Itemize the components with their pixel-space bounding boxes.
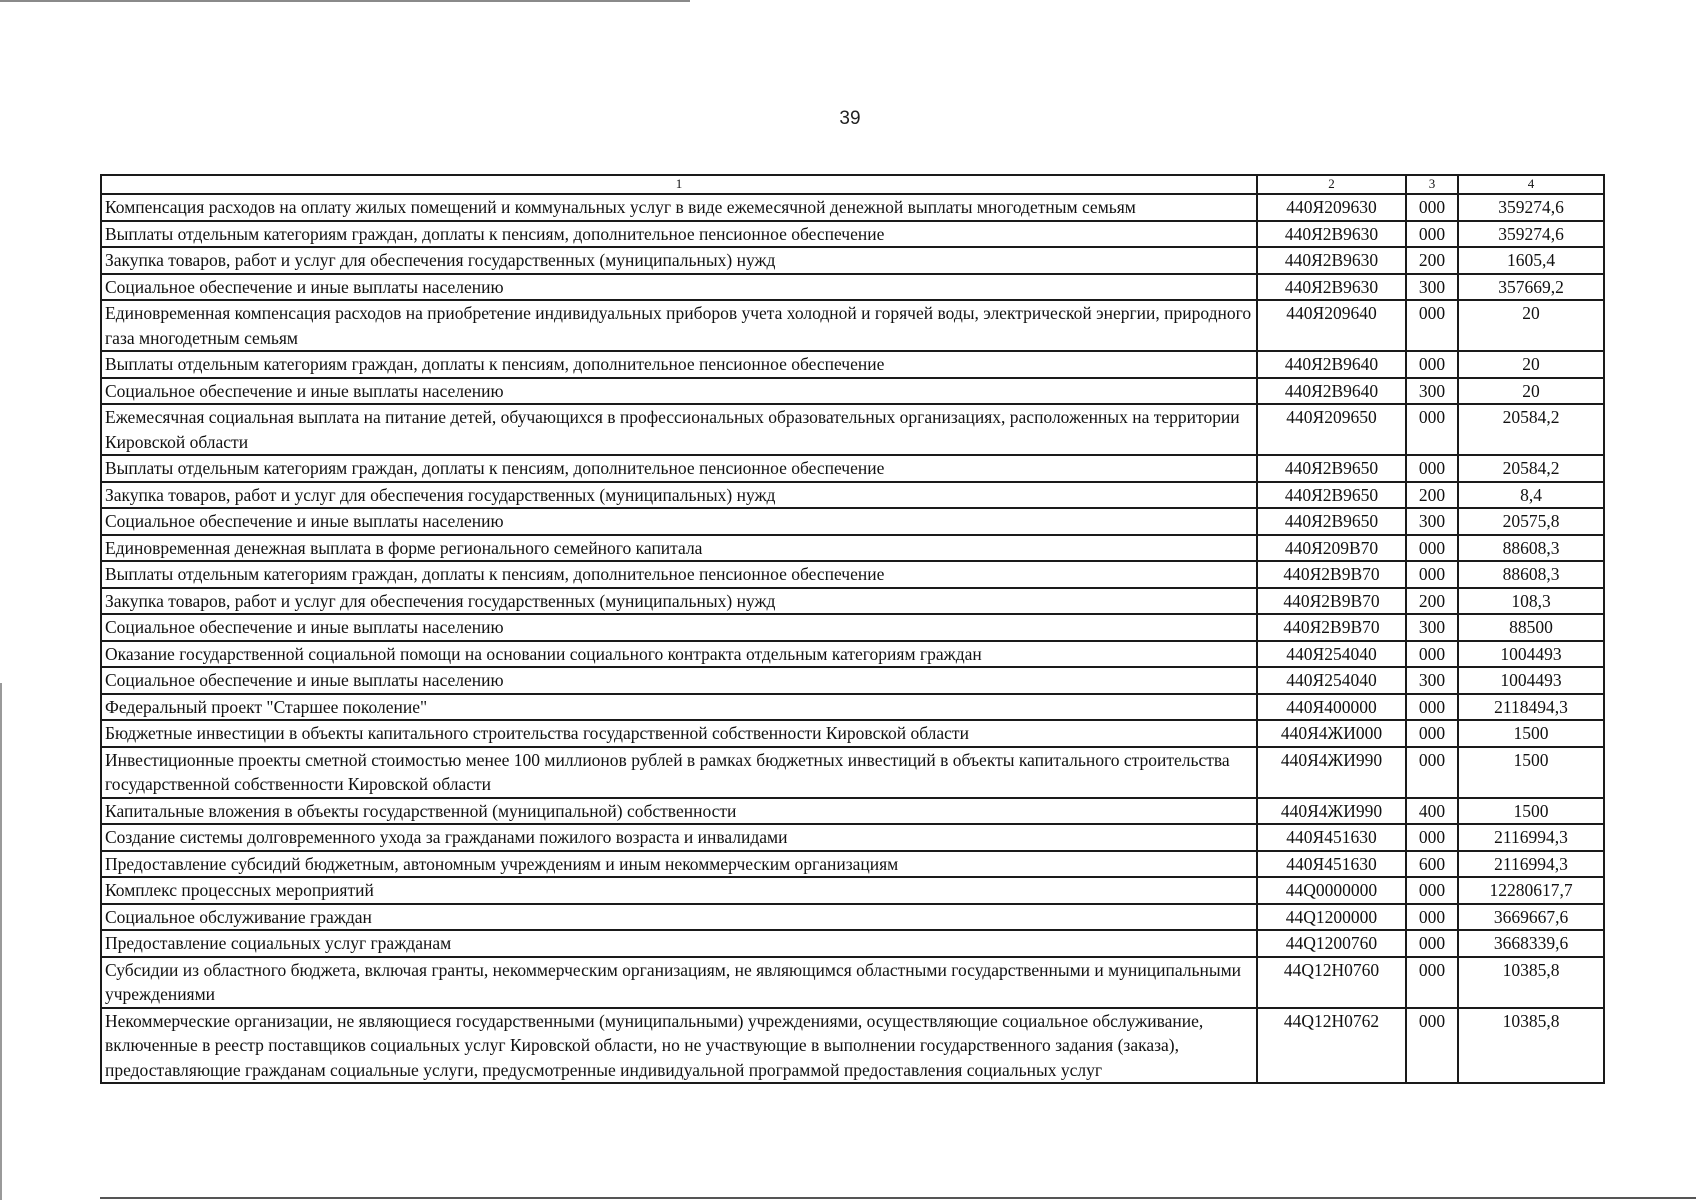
row-name-cell: Оказание государственной социальной помощи на основании социального контракта отдельным категориям граждан bbox=[101, 641, 1257, 668]
page-number: 39 bbox=[839, 108, 861, 129]
row-name-cell: Единовременная компенсация расходов на приобретение индивидуальных приборов учета холодной и горячей воды, электрической энергии, природного газа многодетным семьям bbox=[101, 300, 1257, 351]
row-amount-cell: 2118494,3 bbox=[1458, 694, 1604, 721]
table-row bbox=[101, 798, 1604, 825]
row-name-cell: Предоставление социальных услуг гражданам bbox=[101, 930, 1257, 957]
row-code-cell: 440Я2В9640 bbox=[1257, 378, 1406, 405]
row-name-cell: Закупка товаров, работ и услуг для обеспечения государственных (муниципальных) нужд bbox=[101, 482, 1257, 509]
row-code-cell: 440Я209630 bbox=[1257, 194, 1406, 221]
row-kvr-cell: 000 bbox=[1406, 1008, 1458, 1084]
row-code-cell: 44Q1200000 bbox=[1257, 904, 1406, 931]
table-row bbox=[101, 351, 1604, 378]
table-row bbox=[101, 404, 1604, 455]
row-name-cell: Выплаты отдельным категориям граждан, доплаты к пенсиям, дополнительное пенсионное обеспечение bbox=[101, 351, 1257, 378]
row-code-cell: 440Я2В9В70 bbox=[1257, 614, 1406, 641]
budget-table bbox=[100, 174, 1605, 1084]
row-amount-cell: 1004493 bbox=[1458, 667, 1604, 694]
row-name-cell: Капитальные вложения в объекты государственной (муниципальной) собственности bbox=[101, 798, 1257, 825]
row-code-cell: 440Я2В9В70 bbox=[1257, 561, 1406, 588]
row-name-cell: Социальное обслуживание граждан bbox=[101, 904, 1257, 931]
row-name-cell: Предоставление субсидий бюджетным, автономным учреждениям и иным некоммерческим организациям bbox=[101, 851, 1257, 878]
row-code-cell: 44Q0000000 bbox=[1257, 877, 1406, 904]
table-row bbox=[101, 957, 1604, 1008]
table-row bbox=[101, 561, 1604, 588]
row-name-cell: Социальное обеспечение и иные выплаты населению bbox=[101, 667, 1257, 694]
table-row bbox=[101, 904, 1604, 931]
row-amount-cell: 359274,6 bbox=[1458, 194, 1604, 221]
row-code-cell: 440Я2В9630 bbox=[1257, 247, 1406, 274]
row-name-cell: Субсидии из областного бюджета, включая гранты, некоммерческим организациям, не являющимся областными государственными и муниципальными учреждениями bbox=[101, 957, 1257, 1008]
table-body bbox=[101, 194, 1604, 1083]
row-amount-cell: 10385,8 bbox=[1458, 1008, 1604, 1084]
row-kvr-cell: 200 bbox=[1406, 482, 1458, 509]
row-kvr-cell: 000 bbox=[1406, 221, 1458, 248]
row-code-cell: 440Я4ЖИ990 bbox=[1257, 747, 1406, 798]
row-code-cell: 44Q1200760 bbox=[1257, 930, 1406, 957]
row-kvr-cell: 300 bbox=[1406, 274, 1458, 301]
row-amount-cell: 3668339,6 bbox=[1458, 930, 1604, 957]
row-kvr-cell: 000 bbox=[1406, 930, 1458, 957]
row-kvr-cell: 000 bbox=[1406, 351, 1458, 378]
row-amount-cell: 20 bbox=[1458, 351, 1604, 378]
row-amount-cell: 20 bbox=[1458, 300, 1604, 351]
row-kvr-cell: 000 bbox=[1406, 404, 1458, 455]
table-row bbox=[101, 1008, 1604, 1084]
row-amount-cell: 108,3 bbox=[1458, 588, 1604, 615]
table-row bbox=[101, 667, 1604, 694]
row-name-cell: Социальное обеспечение и иные выплаты населению bbox=[101, 274, 1257, 301]
column-header-4: 4 bbox=[1458, 175, 1604, 194]
row-name-cell: Закупка товаров, работ и услуг для обеспечения государственных (муниципальных) нужд bbox=[101, 588, 1257, 615]
row-kvr-cell: 300 bbox=[1406, 667, 1458, 694]
row-name-cell: Выплаты отдельным категориям граждан, доплаты к пенсиям, дополнительное пенсионное обеспечение bbox=[101, 221, 1257, 248]
row-kvr-cell: 000 bbox=[1406, 957, 1458, 1008]
row-kvr-cell: 000 bbox=[1406, 641, 1458, 668]
column-header-1: 1 bbox=[101, 175, 1257, 194]
row-kvr-cell: 400 bbox=[1406, 798, 1458, 825]
table-row bbox=[101, 720, 1604, 747]
table-row bbox=[101, 300, 1604, 351]
row-code-cell: 440Я400000 bbox=[1257, 694, 1406, 721]
row-name-cell: Инвестиционные проекты сметной стоимостью менее 100 миллионов рублей в рамках бюджетных инвестиций в объекты капитального строительства государственной собственности Кировской области bbox=[101, 747, 1257, 798]
row-amount-cell: 359274,6 bbox=[1458, 221, 1604, 248]
table-row bbox=[101, 194, 1604, 221]
scan-border-bottom bbox=[100, 1197, 1696, 1199]
row-amount-cell: 20575,8 bbox=[1458, 508, 1604, 535]
row-kvr-cell: 300 bbox=[1406, 378, 1458, 405]
row-name-cell: Бюджетные инвестиции в объекты капитального строительства государственной собственности Кировской области bbox=[101, 720, 1257, 747]
row-name-cell: Создание системы долговременного ухода за гражданами пожилого возраста и инвалидами bbox=[101, 824, 1257, 851]
row-amount-cell: 2116994,3 bbox=[1458, 851, 1604, 878]
column-header-3: 3 bbox=[1406, 175, 1458, 194]
row-amount-cell: 1500 bbox=[1458, 798, 1604, 825]
row-code-cell: 440Я4ЖИ000 bbox=[1257, 720, 1406, 747]
row-kvr-cell: 000 bbox=[1406, 535, 1458, 562]
row-amount-cell: 88608,3 bbox=[1458, 535, 1604, 562]
row-name-cell: Ежемесячная социальная выплата на питание детей, обучающихся в профессиональных образовательных организациях, расположенных на территории Кировской области bbox=[101, 404, 1257, 455]
row-kvr-cell: 000 bbox=[1406, 694, 1458, 721]
row-name-cell: Выплаты отдельным категориям граждан, доплаты к пенсиям, дополнительное пенсионное обеспечение bbox=[101, 561, 1257, 588]
row-name-cell: Компенсация расходов на оплату жилых помещений и коммунальных услуг в виде ежемесячной денежной выплаты многодетным семьям bbox=[101, 194, 1257, 221]
table-row bbox=[101, 930, 1604, 957]
row-amount-cell: 1004493 bbox=[1458, 641, 1604, 668]
row-code-cell: 440Я254040 bbox=[1257, 667, 1406, 694]
row-kvr-cell: 000 bbox=[1406, 194, 1458, 221]
table-row bbox=[101, 824, 1604, 851]
row-amount-cell: 357669,2 bbox=[1458, 274, 1604, 301]
header-row bbox=[101, 175, 1604, 194]
row-amount-cell: 88608,3 bbox=[1458, 561, 1604, 588]
row-code-cell: 440Я2В9В70 bbox=[1257, 588, 1406, 615]
table-row bbox=[101, 247, 1604, 274]
table-row bbox=[101, 508, 1604, 535]
row-amount-cell: 12280617,7 bbox=[1458, 877, 1604, 904]
row-code-cell: 440Я4ЖИ990 bbox=[1257, 798, 1406, 825]
row-amount-cell: 20 bbox=[1458, 378, 1604, 405]
row-code-cell: 44Q12Н0760 bbox=[1257, 957, 1406, 1008]
row-code-cell: 440Я254040 bbox=[1257, 641, 1406, 668]
table-row bbox=[101, 877, 1604, 904]
table-row bbox=[101, 588, 1604, 615]
table-row bbox=[101, 851, 1604, 878]
row-code-cell: 440Я2В9630 bbox=[1257, 221, 1406, 248]
table-row bbox=[101, 614, 1604, 641]
row-kvr-cell: 200 bbox=[1406, 247, 1458, 274]
row-amount-cell: 20584,2 bbox=[1458, 404, 1604, 455]
row-name-cell: Социальное обеспечение и иные выплаты населению bbox=[101, 614, 1257, 641]
row-amount-cell: 10385,8 bbox=[1458, 957, 1604, 1008]
table-row bbox=[101, 535, 1604, 562]
table-row bbox=[101, 378, 1604, 405]
row-kvr-cell: 000 bbox=[1406, 561, 1458, 588]
row-amount-cell: 1500 bbox=[1458, 720, 1604, 747]
table-row bbox=[101, 274, 1604, 301]
row-name-cell: Социальное обеспечение и иные выплаты населению bbox=[101, 508, 1257, 535]
row-kvr-cell: 200 bbox=[1406, 588, 1458, 615]
row-code-cell: 440Я2В9650 bbox=[1257, 508, 1406, 535]
table-row bbox=[101, 221, 1604, 248]
row-code-cell: 44Q12Н0762 bbox=[1257, 1008, 1406, 1084]
row-code-cell: 440Я451630 bbox=[1257, 851, 1406, 878]
row-kvr-cell: 300 bbox=[1406, 508, 1458, 535]
row-code-cell: 440Я2В9640 bbox=[1257, 351, 1406, 378]
row-kvr-cell: 300 bbox=[1406, 614, 1458, 641]
row-amount-cell: 3669667,6 bbox=[1458, 904, 1604, 931]
row-amount-cell: 2116994,3 bbox=[1458, 824, 1604, 851]
row-amount-cell: 1500 bbox=[1458, 747, 1604, 798]
row-kvr-cell: 000 bbox=[1406, 720, 1458, 747]
table-row bbox=[101, 694, 1604, 721]
row-kvr-cell: 000 bbox=[1406, 877, 1458, 904]
row-name-cell: Некоммерческие организации, не являющиеся государственными (муниципальными) учреждениями, осуществляющие социальное обслуживание, включенные в реестр поставщиков социальных услуг Кировской области, но не участвующие в выполнении государственного задания (заказа), предоставляющие гражданам социальные услуги, предусмотренные индивидуальной программой предоставления социальных услуг bbox=[101, 1008, 1257, 1084]
scan-border-left bbox=[0, 683, 2, 1200]
row-code-cell: 440Я2В9650 bbox=[1257, 482, 1406, 509]
row-code-cell: 440Я209640 bbox=[1257, 300, 1406, 351]
row-code-cell: 440Я209650 bbox=[1257, 404, 1406, 455]
row-code-cell: 440Я2В9650 bbox=[1257, 455, 1406, 482]
table-row bbox=[101, 641, 1604, 668]
row-kvr-cell: 000 bbox=[1406, 300, 1458, 351]
row-name-cell: Социальное обеспечение и иные выплаты населению bbox=[101, 378, 1257, 405]
row-name-cell: Комплекс процессных мероприятий bbox=[101, 877, 1257, 904]
row-code-cell: 440Я451630 bbox=[1257, 824, 1406, 851]
row-amount-cell: 8,4 bbox=[1458, 482, 1604, 509]
row-code-cell: 440Я209В70 bbox=[1257, 535, 1406, 562]
row-kvr-cell: 600 bbox=[1406, 851, 1458, 878]
table-row bbox=[101, 482, 1604, 509]
row-code-cell: 440Я2В9630 bbox=[1257, 274, 1406, 301]
row-kvr-cell: 000 bbox=[1406, 824, 1458, 851]
row-name-cell: Выплаты отдельным категориям граждан, доплаты к пенсиям, дополнительное пенсионное обеспечение bbox=[101, 455, 1257, 482]
scan-border-top bbox=[0, 0, 690, 2]
row-kvr-cell: 000 bbox=[1406, 455, 1458, 482]
row-name-cell: Закупка товаров, работ и услуг для обеспечения государственных (муниципальных) нужд bbox=[101, 247, 1257, 274]
table-row bbox=[101, 455, 1604, 482]
row-amount-cell: 20584,2 bbox=[1458, 455, 1604, 482]
row-kvr-cell: 000 bbox=[1406, 904, 1458, 931]
row-amount-cell: 1605,4 bbox=[1458, 247, 1604, 274]
row-name-cell: Федеральный проект "Старшее поколение" bbox=[101, 694, 1257, 721]
row-kvr-cell: 000 bbox=[1406, 747, 1458, 798]
column-header-2: 2 bbox=[1257, 175, 1406, 194]
table-row bbox=[101, 747, 1604, 798]
row-name-cell: Единовременная денежная выплата в форме регионального семейного капитала bbox=[101, 535, 1257, 562]
row-amount-cell: 88500 bbox=[1458, 614, 1604, 641]
